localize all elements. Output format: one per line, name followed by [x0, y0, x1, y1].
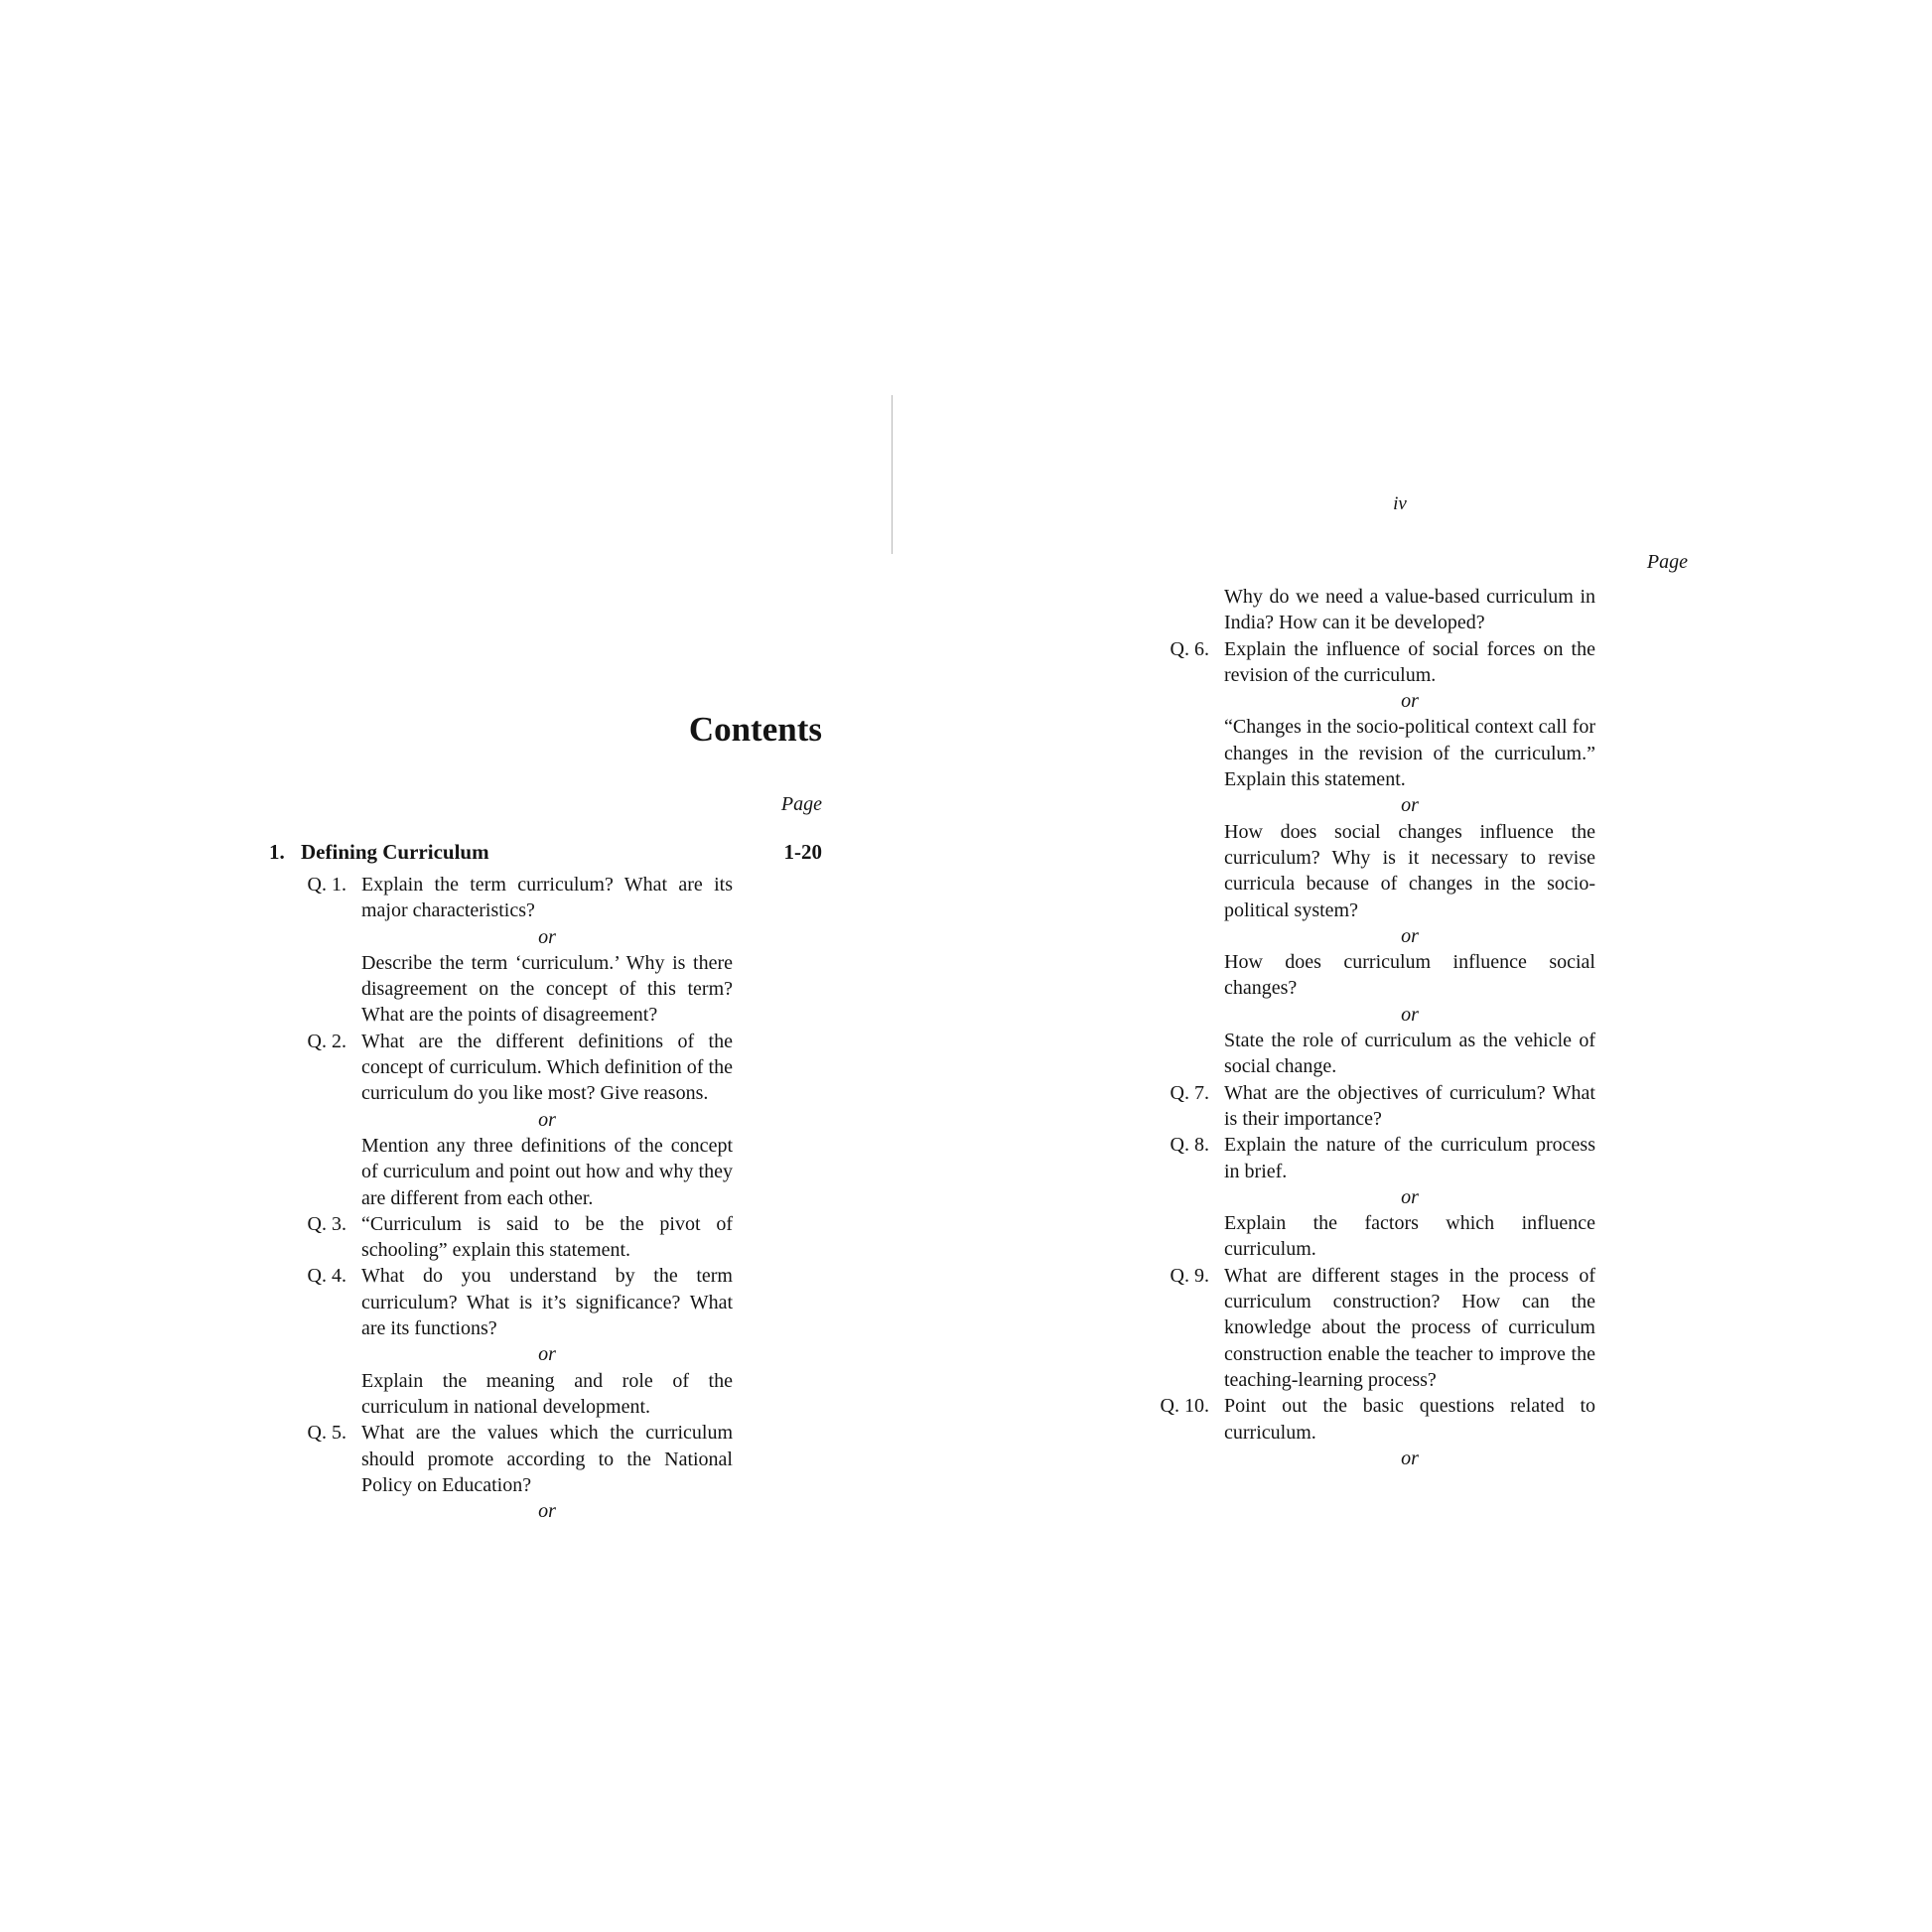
page-column-label: Page	[780, 793, 822, 815]
or-separator: or	[1401, 924, 1419, 947]
question-number: Q. 2.	[307, 1030, 346, 1052]
alternate-question	[1153, 1210, 1595, 1263]
question-item	[1153, 1132, 1595, 1184]
alternate-question	[1153, 819, 1595, 923]
question-number: Q. 3.	[307, 1212, 346, 1235]
question-number: Q. 9.	[1170, 1264, 1209, 1287]
page-column-label: Page	[1646, 551, 1688, 573]
question-text: Explain the factors which influence curriculum.	[1224, 1212, 1595, 1261]
question-text: What are different stages in the process of curriculum construction? How can the knowledge about the process of curriculum construction enable the teacher to improve the teaching-learning process?	[1224, 1264, 1595, 1391]
chapter-title: Defining Curriculum	[301, 840, 489, 864]
question-number: Q. 10.	[1160, 1395, 1209, 1418]
or-separator: or	[1401, 1003, 1419, 1026]
or-separator: or	[1401, 794, 1419, 817]
question-text: How does curriculum influence social changes?	[1224, 951, 1595, 1000]
question-text: Explain the nature of the curriculum process in brief.	[1224, 1134, 1595, 1182]
question-text: What are the different definitions of the concept of curriculum. Which definition of the curriculum do you like most? Give reasons.	[361, 1030, 733, 1105]
question-number: Q. 6.	[1170, 637, 1209, 660]
question-text: Explain the term curriculum? What are its major characteristics?	[361, 874, 733, 922]
or-separator: or	[1401, 1447, 1419, 1469]
or-separator: or	[538, 1343, 556, 1366]
right-question-list	[1153, 584, 1595, 1471]
question-text: Mention any three definitions of the concept of curriculum and point out how and why they are different from each other.	[361, 1134, 733, 1209]
question-text: “Curriculum is said to be the pivot of schooling” explain this statement.	[361, 1212, 733, 1262]
page-folio: iv	[1393, 493, 1407, 514]
question-text: What are the values which the curriculum should promote according to the National Policy on Education?	[361, 1422, 733, 1496]
question-text: “Changes in the socio-political context call for changes in the revision of the curriculum.” Explain this statement.	[1224, 716, 1595, 791]
question-text: State the role of curriculum as the vehicle of social change.	[1224, 1030, 1595, 1078]
question-text: What do you understand by the term curriculum? What is it’s significance? What are its functions?	[361, 1265, 733, 1340]
chapter-number: 1.	[269, 840, 285, 864]
question-text: How does social changes influence the curriculum? Why is it necessary to revise curricula because of changes in the socio-political system?	[1224, 820, 1595, 921]
question-number: Q. 7.	[1170, 1081, 1209, 1104]
alternate-question	[1153, 1028, 1595, 1080]
or-separator: or	[1401, 690, 1419, 713]
question-number: Q. 8.	[1170, 1134, 1209, 1157]
question-item	[1153, 1393, 1595, 1446]
question-number: Q. 1.	[307, 874, 346, 896]
contents-title: Contents	[688, 710, 822, 749]
question-number: Q. 4.	[307, 1265, 346, 1288]
question-text: Describe the term ‘curriculum.’ Why is there disagreement on the concept of this term? What are the points of disagreement?	[361, 951, 733, 1027]
question-text: Point out the basic questions related to curriculum.	[1224, 1395, 1595, 1444]
question-text: Explain the influence of social forces on the revision of the curriculum.	[1224, 637, 1595, 686]
or-separator: or	[1401, 1185, 1419, 1208]
or-separator: or	[538, 1108, 556, 1131]
alternate-question	[1153, 584, 1595, 636]
chapter-page-range: 1-20	[783, 840, 822, 864]
question-item	[1153, 1080, 1595, 1133]
question-text: Explain the meaning and role of the curriculum in national development.	[361, 1369, 733, 1418]
question-number: Q. 5.	[307, 1422, 346, 1445]
question-item	[1153, 1263, 1595, 1393]
question-text: What are the objectives of curriculum? What is their importance?	[1224, 1081, 1595, 1130]
or-separator: or	[538, 925, 556, 948]
alternate-question	[1153, 714, 1595, 792]
question-item	[1153, 636, 1595, 689]
or-separator: or	[538, 1500, 556, 1523]
alternate-question	[1153, 949, 1595, 1002]
question-text: Why do we need a value-based curriculum in India? How can it be developed?	[1224, 586, 1595, 634]
